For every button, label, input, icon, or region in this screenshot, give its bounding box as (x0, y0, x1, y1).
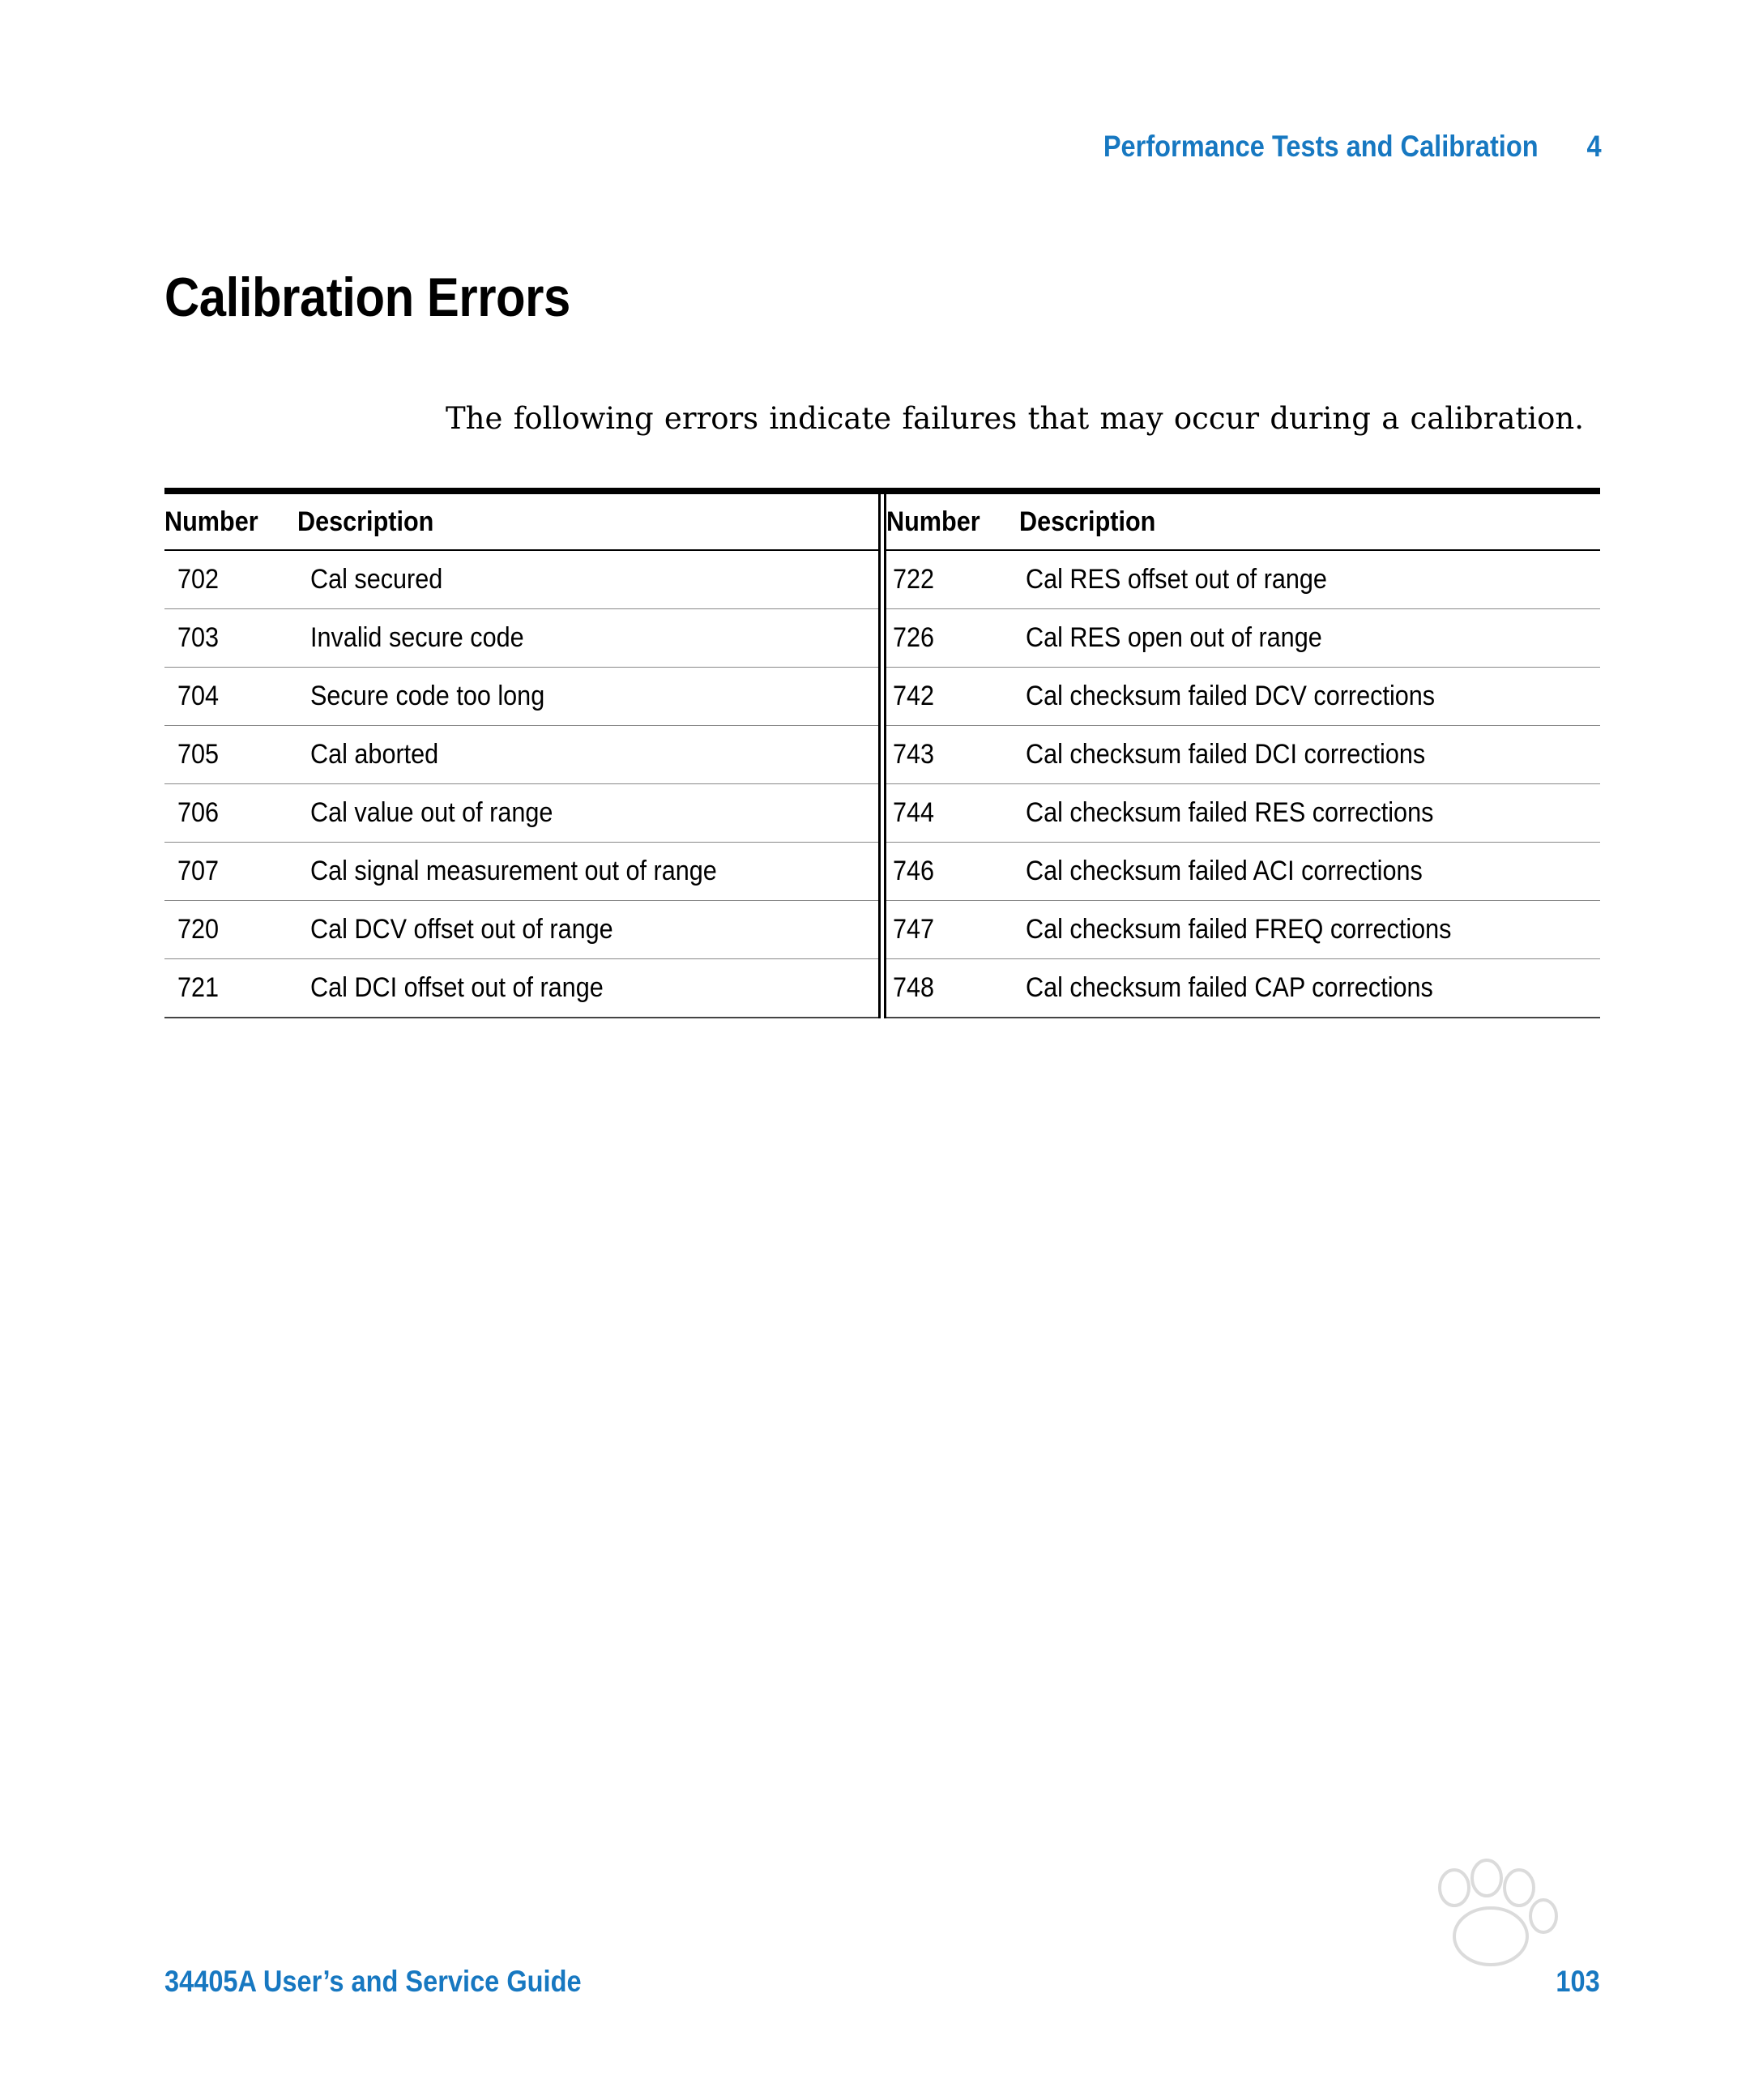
error-number: 707 (177, 856, 220, 886)
error-number: 742 (893, 681, 935, 711)
error-number: 704 (177, 681, 220, 711)
table-row (886, 901, 1600, 959)
page-title: Calibration Errors (164, 267, 570, 328)
table-right-half (886, 494, 1600, 1018)
table-row (886, 843, 1600, 901)
error-description: Cal RES offset out of range (1026, 564, 1327, 595)
error-number: 726 (893, 622, 935, 653)
error-description: Cal RES open out of range (1026, 622, 1322, 653)
table-body-left (164, 551, 878, 1018)
column-header-description: Description (1019, 506, 1156, 537)
column-header-description: Description (297, 506, 434, 537)
table-header (164, 494, 878, 551)
intro-paragraph: The following errors indicate failures that may occur during a calibration. (446, 401, 1584, 436)
error-description: Cal DCV offset out of range (310, 914, 613, 945)
error-number: 706 (177, 797, 220, 828)
error-number: 702 (177, 564, 220, 595)
column-header-number: Number (164, 506, 258, 537)
table-row (164, 609, 878, 668)
error-description: Cal aborted (310, 739, 439, 770)
running-header (1103, 130, 1602, 164)
error-number: 721 (177, 972, 220, 1003)
error-number: 722 (893, 564, 935, 595)
baidu-watermark-logo (1248, 1847, 1669, 2050)
table-left-half (164, 494, 886, 1018)
table-row (886, 784, 1600, 843)
error-number: 748 (893, 972, 935, 1003)
table-row (886, 668, 1600, 726)
error-description: Cal checksum failed RES corrections (1026, 797, 1434, 828)
error-description: Cal value out of range (310, 797, 553, 828)
error-number: 743 (893, 739, 935, 770)
table-row (164, 668, 878, 726)
error-description: Cal DCI offset out of range (310, 972, 604, 1003)
error-description: Cal checksum failed FREQ corrections (1026, 914, 1452, 945)
error-description: Invalid secure code (310, 622, 524, 653)
error-description: Cal checksum failed DCV corrections (1026, 681, 1436, 711)
error-description: Cal secured (310, 564, 443, 595)
table-row (164, 726, 878, 784)
table-row (164, 784, 878, 843)
page-number: 103 (1556, 1965, 1600, 1998)
error-description: Cal checksum failed CAP corrections (1026, 972, 1433, 1003)
error-number: 744 (893, 797, 935, 828)
table-row (164, 959, 878, 1018)
error-number: 747 (893, 914, 935, 945)
calibration-errors-table (164, 488, 1600, 1018)
guide-title: 34405A User’s and Service Guide (164, 1965, 582, 1998)
error-number: 705 (177, 739, 220, 770)
error-description: Secure code too long (310, 681, 545, 711)
table-row (164, 843, 878, 901)
table-row (886, 726, 1600, 784)
column-header-number: Number (886, 506, 980, 537)
table-row (886, 609, 1600, 668)
section-title: Performance Tests and Calibration (1103, 130, 1539, 163)
error-number: 720 (177, 914, 220, 945)
error-description: Cal checksum failed DCI corrections (1026, 739, 1426, 770)
chapter-number: 4 (1586, 130, 1602, 163)
error-description: Cal signal measurement out of range (310, 856, 717, 886)
table-body-right (886, 551, 1600, 1018)
table-row (886, 959, 1600, 1018)
error-description: Cal checksum failed ACI corrections (1026, 856, 1423, 886)
error-number: 746 (893, 856, 935, 886)
table-row (164, 901, 878, 959)
table-row (164, 551, 878, 609)
table-row (886, 551, 1600, 609)
table-header (886, 494, 1600, 551)
error-number: 703 (177, 622, 220, 653)
